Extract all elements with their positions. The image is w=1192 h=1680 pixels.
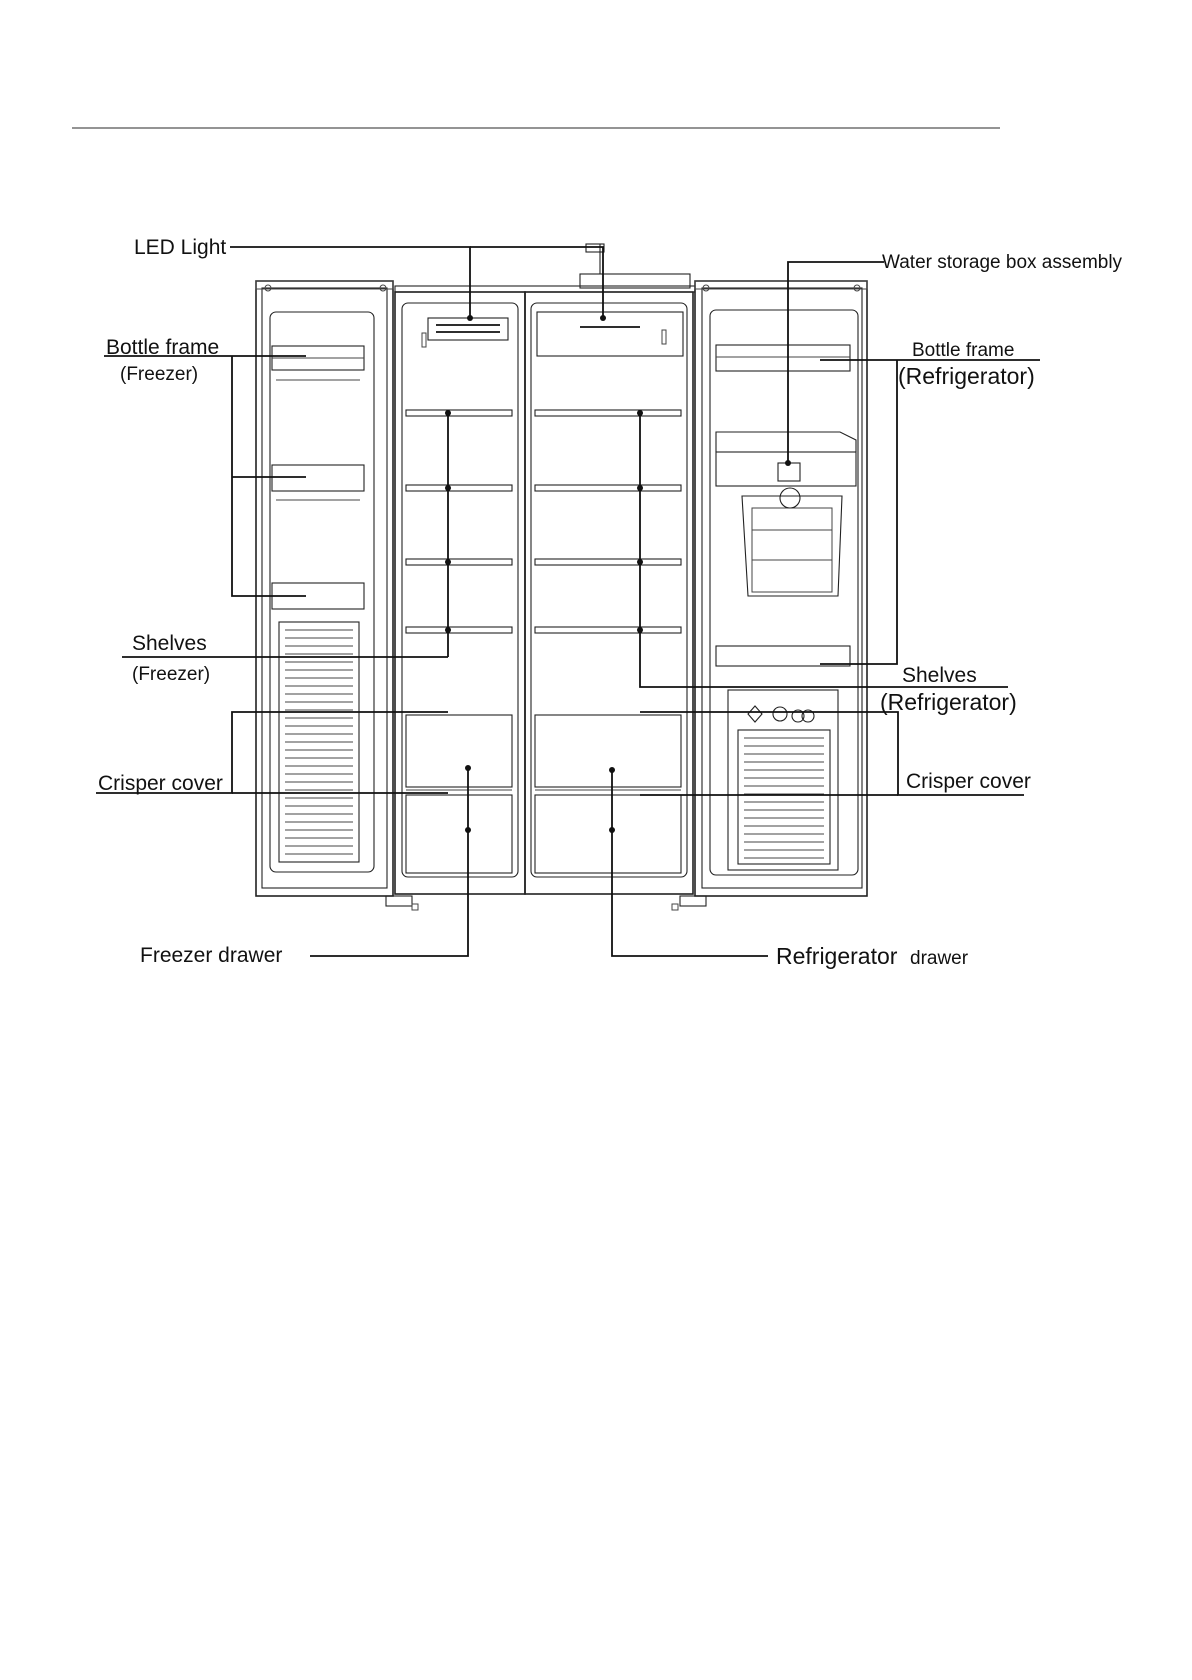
- fridge-door: [695, 281, 867, 896]
- label-water-storage-box: Water storage box assembly: [882, 252, 1123, 273]
- label-crisper-cover-left: Crisper cover: [98, 772, 223, 795]
- produce-icons: [748, 706, 814, 722]
- refrigerator-drawing: [256, 244, 867, 910]
- label-bottle-frame-freezer-sub: (Freezer): [120, 364, 199, 385]
- freezer-door: [256, 281, 393, 896]
- fridge-compartment: [525, 292, 693, 894]
- label-shelves-freezer: Shelves: [132, 632, 207, 655]
- label-bottle-frame-fridge: Bottle frame: [912, 340, 1015, 361]
- label-fridge-drawer-sub: drawer: [910, 948, 969, 969]
- label-freezer-drawer: Freezer drawer: [140, 944, 283, 967]
- label-shelves-freezer-sub: (Freezer): [132, 664, 211, 685]
- label-fridge-drawer: Refrigerator: [776, 943, 898, 969]
- leader-dots: [445, 315, 791, 833]
- freezer-compartment: [395, 292, 525, 894]
- label-led-light: LED Light: [134, 236, 227, 259]
- label-shelves-fridge-sub: (Refrigerator): [880, 689, 1017, 715]
- label-shelves-fridge: Shelves: [902, 664, 977, 687]
- label-crisper-cover-right: Crisper cover: [906, 770, 1031, 793]
- label-bottle-frame-freezer: Bottle frame: [106, 336, 220, 359]
- leader-lines: [96, 247, 1040, 956]
- label-bottle-frame-fridge-sub: (Refrigerator): [898, 363, 1035, 389]
